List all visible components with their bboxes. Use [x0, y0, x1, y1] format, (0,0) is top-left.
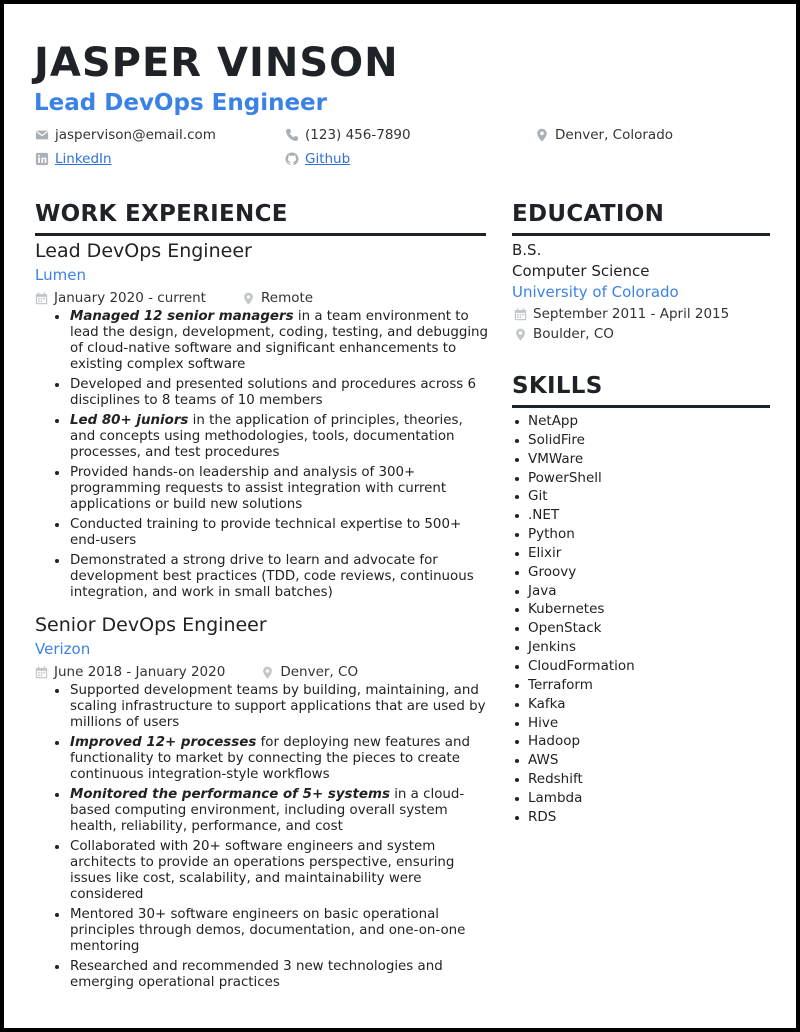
github-icon — [285, 152, 299, 166]
map-pin-icon — [514, 328, 527, 341]
job-2-company: Verizon — [35, 640, 91, 658]
list-item: Researched and recommended 3 new technologies and emerging operational practices — [38, 959, 490, 991]
education-dates: September 2011 - April 2015 — [533, 306, 730, 322]
skill-item: Lambda — [513, 789, 770, 808]
calendar-icon — [35, 292, 48, 305]
candidate-name: JASPER VINSON — [34, 40, 399, 86]
email-text: jaspervison@email.com — [55, 127, 216, 143]
education-degree: B.S. — [512, 241, 542, 259]
job-1-meta — [35, 290, 313, 306]
skill-item: Python — [513, 525, 770, 544]
list-item: Managed 12 senior managers in a team environment to lead the design, development, coding, testing, and debugging of cloud-native software and significant enhancements to existing complex software — [38, 309, 490, 373]
education-heading: EDUCATION — [512, 201, 665, 227]
envelope-icon — [35, 128, 49, 142]
skill-item: Kubernetes — [513, 600, 770, 619]
list-item: Monitored the performance of 5+ systems in a cloud-based computing environment, including overall system health, reliability, performance, and cost — [38, 787, 490, 835]
education-rule — [512, 233, 770, 236]
list-item: Conducted training to provide technical expertise to 500+ end-users — [38, 517, 490, 549]
skill-item: Terraform — [513, 676, 770, 695]
skill-item: Elixir — [513, 544, 770, 563]
job-1-location: Remote — [260, 290, 314, 306]
skill-item: PowerShell — [513, 469, 770, 488]
skill-item: Hadoop — [513, 732, 770, 751]
list-item: Collaborated with 20+ software engineers and system architects to provide an operations perspective, ensuring issues like cost, scalability, and maintainability were considered — [38, 839, 490, 903]
github-contact — [285, 151, 350, 167]
calendar-icon — [35, 666, 48, 679]
education-field: Computer Science — [512, 262, 650, 280]
skill-item: VMWare — [513, 450, 770, 469]
skills-heading: SKILLS — [512, 373, 603, 399]
job-1-bullets — [38, 309, 490, 605]
job-1-company: Lumen — [35, 266, 86, 284]
skill-item: NetApp — [513, 412, 770, 431]
phone-contact — [285, 127, 411, 143]
work-experience-rule — [35, 233, 486, 236]
education-school: University of Colorado — [512, 283, 679, 301]
phone-icon — [285, 128, 299, 142]
skill-item: Jenkins — [513, 638, 770, 657]
job-1-dates: January 2020 - current — [54, 290, 206, 306]
map-pin-icon — [535, 128, 549, 142]
education-location: Boulder, CO — [533, 326, 614, 342]
job-2-title: Senior DevOps Engineer — [35, 614, 267, 636]
skill-item: Java — [513, 582, 770, 601]
list-item: Supported development teams by building, maintaining, and scaling infrastructure to support applications that are used by millions of users — [38, 683, 490, 731]
job-2-dates: June 2018 - January 2020 — [54, 664, 226, 680]
skill-item: Redshift — [513, 770, 770, 789]
map-pin-icon — [242, 292, 255, 305]
list-item: Led 80+ juniors in the application of principles, theories, and concepts using methodologies, tools, documentation processes, and test procedures — [38, 413, 490, 461]
skill-item: .NET — [513, 506, 770, 525]
job-1-title: Lead DevOps Engineer — [35, 240, 252, 262]
job-2-bullets — [38, 683, 490, 995]
list-item: Mentored 30+ software engineers on basic operational principles through demos, documentation, and one-on-one mentoring — [38, 907, 490, 955]
skill-item: RDS — [513, 808, 770, 827]
skill-item: Kafka — [513, 695, 770, 714]
skills-list — [513, 412, 770, 827]
linkedin-link[interactable]: LinkedIn — [55, 151, 112, 167]
linkedin-icon — [35, 152, 49, 166]
list-item: Improved 12+ processes for deploying new features and functionality to market by connecting the pieces to create continuous integration-style workflows — [38, 735, 490, 783]
job-2-meta — [35, 664, 358, 680]
list-item: Demonstrated a strong drive to learn and advocate for development best practices (TDD, code reviews, continuous integration, and work in small batches) — [38, 553, 490, 601]
skill-item: Git — [513, 487, 770, 506]
job-2-location: Denver, CO — [280, 664, 359, 680]
map-pin-icon — [261, 666, 274, 679]
skill-item: SolidFire — [513, 431, 770, 450]
linkedin-contact — [35, 151, 112, 167]
skill-item: Hive — [513, 714, 770, 733]
education-dates-row — [514, 306, 729, 322]
email-contact — [35, 127, 216, 143]
work-experience-heading: WORK EXPERIENCE — [35, 201, 288, 227]
github-link[interactable]: Github — [305, 151, 351, 167]
location-contact — [535, 127, 673, 143]
list-item: Provided hands-on leadership and analysis of 300+ programming requests to assist integration with current applications or build new solutions — [38, 465, 490, 513]
phone-text: (123) 456-7890 — [305, 127, 411, 143]
education-location-row — [514, 326, 614, 342]
skill-item: CloudFormation — [513, 657, 770, 676]
skill-item: Groovy — [513, 563, 770, 582]
skill-item: AWS — [513, 751, 770, 770]
list-item: Developed and presented solutions and procedures across 6 disciplines to 8 teams of 10 members — [38, 377, 490, 409]
calendar-icon — [514, 308, 527, 321]
skills-rule — [512, 405, 770, 408]
skill-item: OpenStack — [513, 619, 770, 638]
location-text: Denver, Colorado — [555, 127, 674, 143]
candidate-title: Lead DevOps Engineer — [34, 90, 327, 116]
